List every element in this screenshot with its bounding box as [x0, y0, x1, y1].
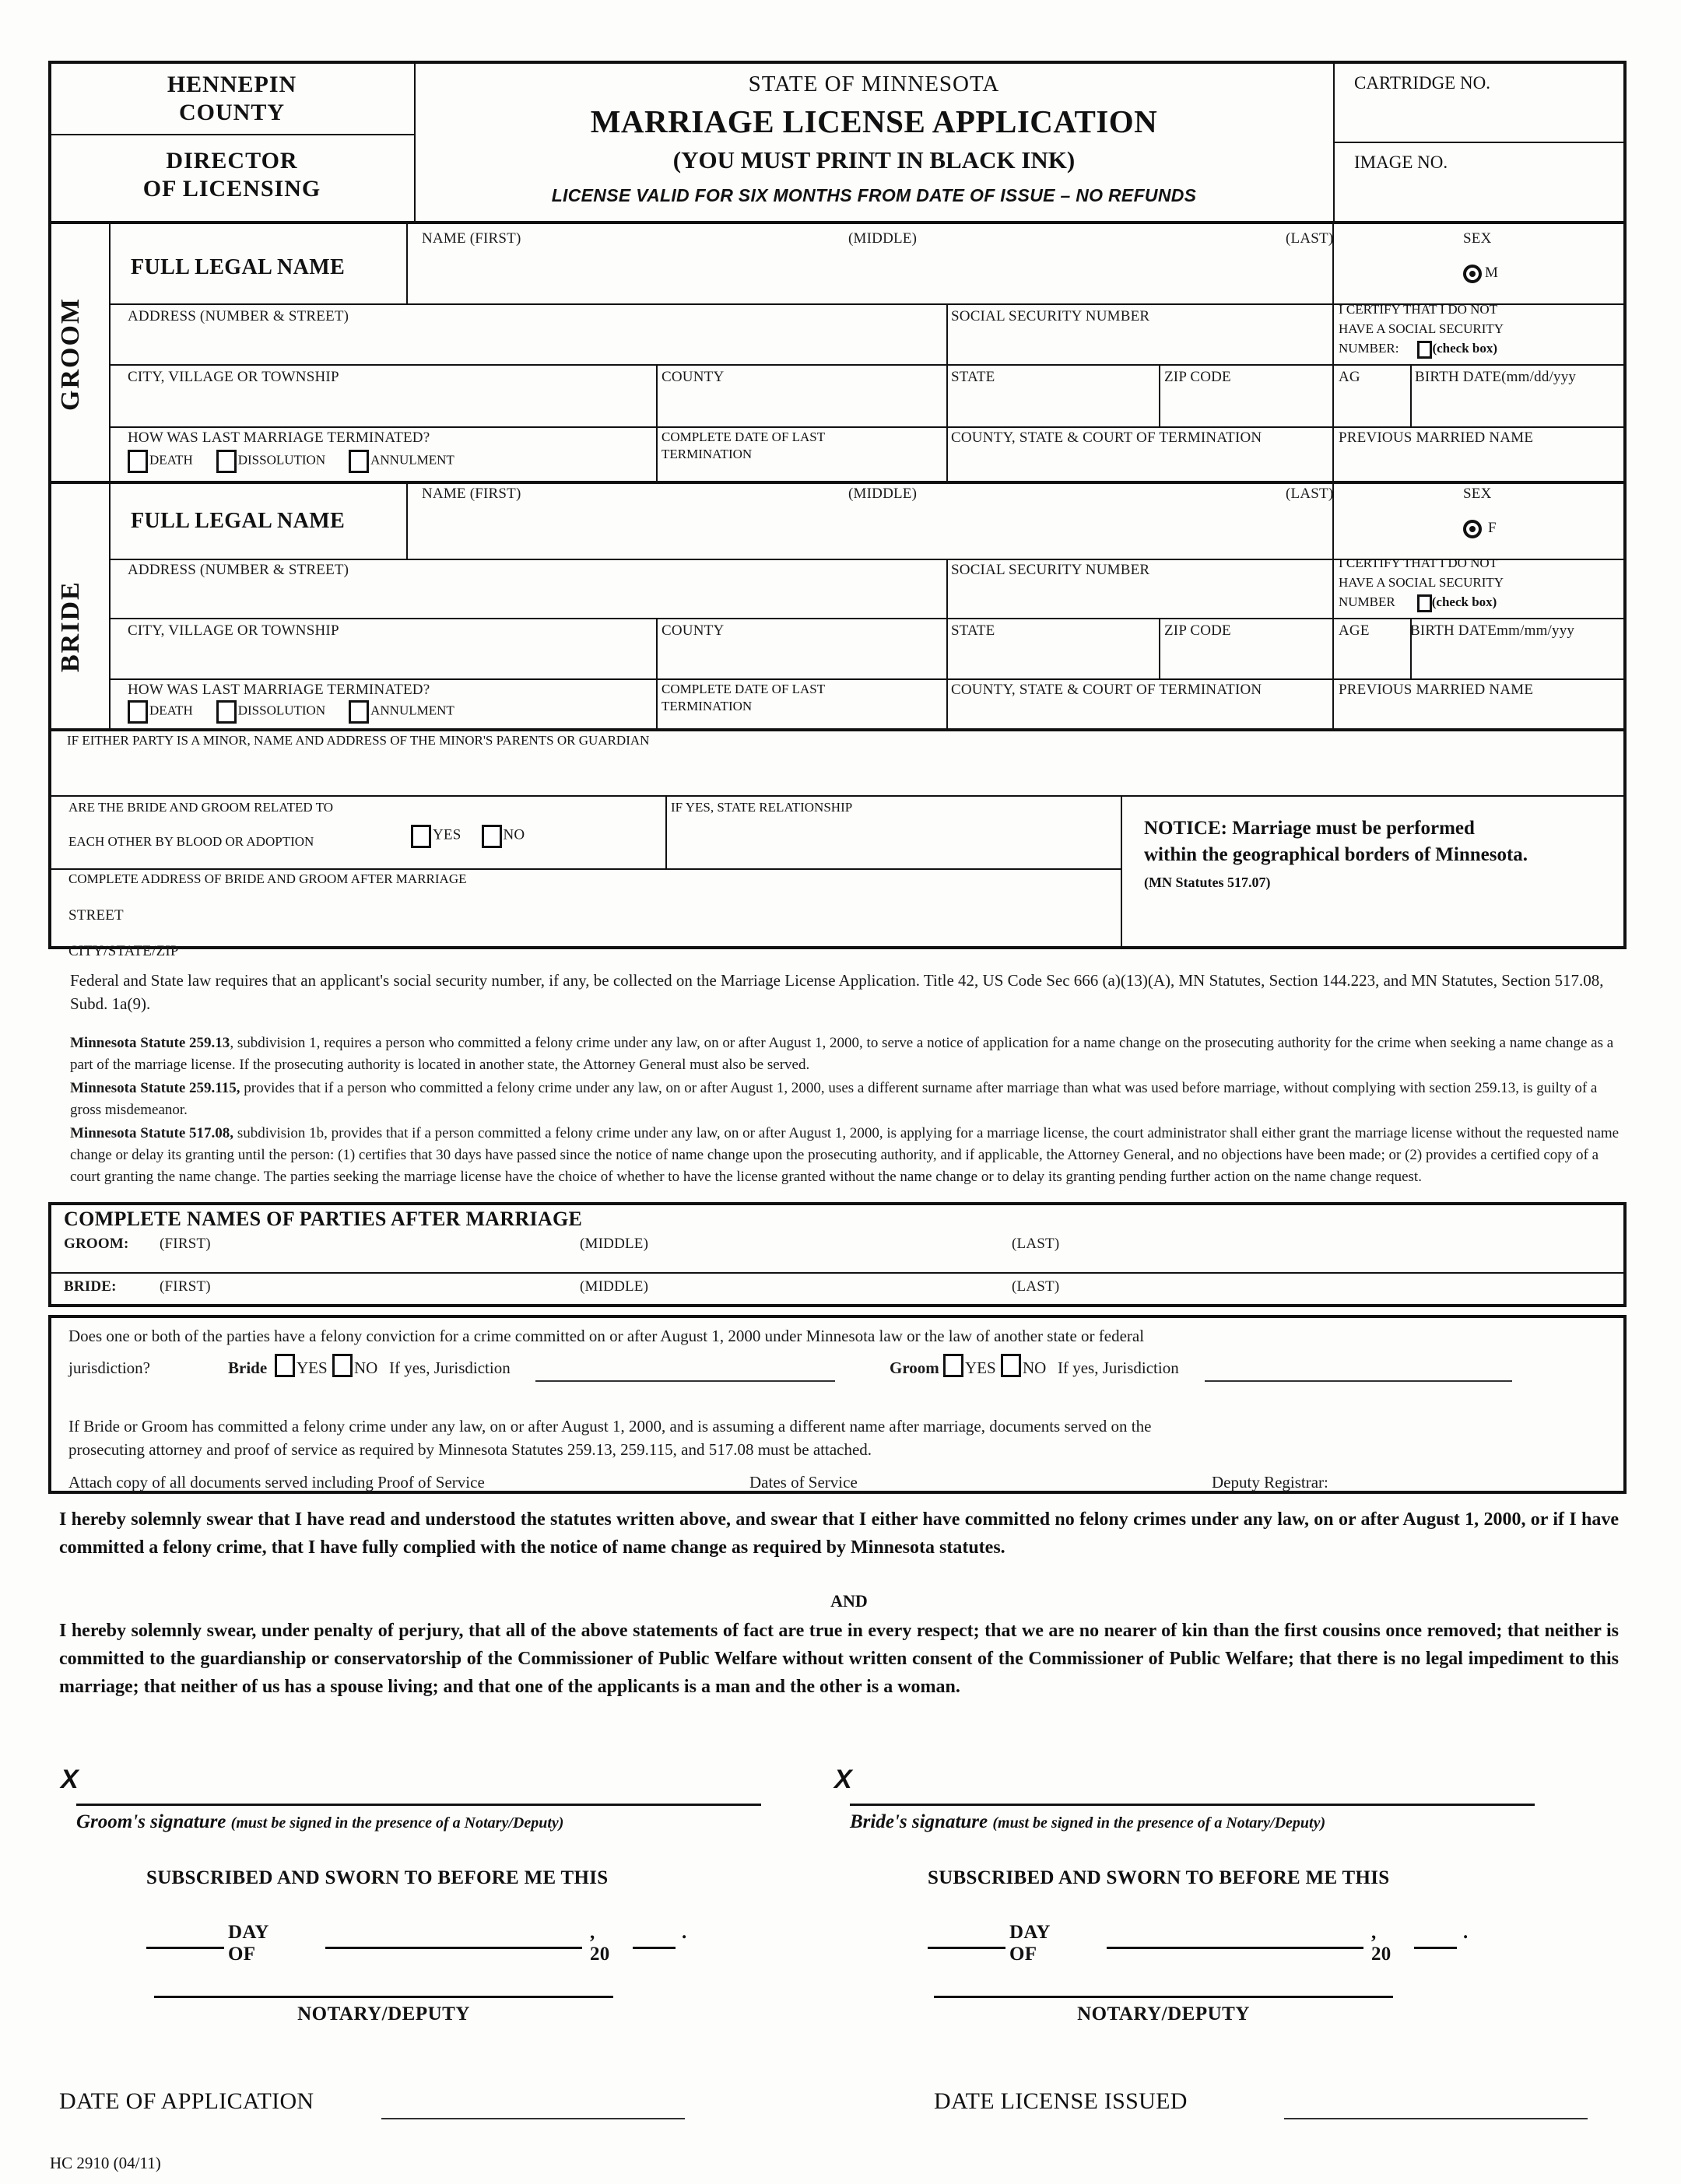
bride-sex-value: F — [1488, 520, 1497, 536]
groom-ssn-label: SOCIAL SECURITY NUMBER — [951, 308, 1150, 324]
sex-bullseye-icon — [1463, 265, 1482, 283]
groom-ssn-col-divider — [946, 303, 948, 366]
groom-term-date-line1: COMPLETE DATE OF LAST — [662, 429, 826, 444]
bride-state-zip-divider — [1159, 618, 1160, 680]
related-yes-checkbox[interactable] — [411, 825, 431, 848]
bride-dissolution-checkbox[interactable] — [216, 700, 237, 724]
bride-dissolution-label: DISSOLUTION — [237, 703, 326, 718]
groom-age-birth-divider — [1410, 364, 1412, 428]
groom-term-date-divider — [656, 426, 658, 482]
header-bottom-rule — [50, 221, 1625, 224]
groom-sex-label: SEX — [1463, 230, 1492, 247]
cartridge-no-label: CARTRIDGE NO. — [1354, 73, 1490, 93]
felony-bride-yes-label: YES — [297, 1358, 328, 1377]
bride-term-date-line2: TERMINATION — [662, 699, 753, 713]
groom-certify-col-divider — [1332, 303, 1334, 366]
statute-259-13-paragraph — [70, 1032, 1627, 1076]
groom-term-date-line2: TERMINATION — [662, 447, 753, 461]
notice-line2: within the geographical borders of Minnesota. — [1144, 844, 1528, 865]
after-names-groom-middle: (MIDDLE) — [580, 1236, 649, 1252]
statute-259-13-citation: Minnesota Statute 259.13 — [70, 1035, 230, 1051]
groom-day-blank[interactable] — [146, 1947, 224, 1949]
bride-no-ssn-checkbox[interactable] — [1417, 594, 1432, 612]
sex-bullseye-icon — [1463, 520, 1482, 538]
page-title: MARRIAGE LICENSE APPLICATION — [590, 103, 1158, 139]
groom-signature-caption-note: (must be signed in the presence of a Notary/Deputy) — [230, 1814, 564, 1832]
felony-bride-jurisdiction-line[interactable] — [535, 1380, 835, 1382]
felony-question-line2: jurisdiction? — [68, 1358, 150, 1377]
felony-bride-yes-checkbox[interactable] — [275, 1354, 295, 1377]
oath-and-label: AND — [830, 1591, 868, 1611]
groom-death-checkbox[interactable] — [128, 450, 148, 473]
bride-name-col-divider — [406, 482, 408, 560]
related-yes-no-group — [411, 825, 525, 848]
bride-term-date-divider — [656, 678, 658, 730]
groom-county-label: COUNTY — [662, 369, 725, 385]
cartridge-image-divider — [1333, 142, 1625, 143]
groom-side-divider — [109, 224, 111, 482]
date-of-application-label: DATE OF APPLICATION — [59, 2088, 314, 2114]
bride-signature-caption-note: (must be signed in the presence of a Notary/Deputy) — [992, 1814, 1326, 1832]
felony-groom-jurisdiction-label: If yes, Jurisdiction — [1058, 1358, 1179, 1377]
bride-signature-caption-bold: Bride's signature — [850, 1811, 988, 1832]
page-subtitle: (YOU MUST PRINT IN BLACK INK) — [672, 146, 1076, 174]
bride-name-first-label: NAME (FIRST) — [422, 486, 521, 502]
groom-termination-checkboxes — [128, 450, 454, 473]
bride-sex-marker — [1463, 520, 1497, 538]
if-yes-relationship-label: IF YES, STATE RELATIONSHIP — [671, 800, 853, 815]
bride-prev-married-name-label: PREVIOUS MARRIED NAME — [1339, 682, 1534, 698]
statute-259-115-text: provides that if a person who committed a felony crime under any law, on or after August 1, 2000, uses a different surname after marriage than what was used before marriage, without complying with section 259.13, is guilty of a gross misdemeanor. — [70, 1080, 1598, 1118]
form-number: HC 2910 (04/11) — [50, 2154, 161, 2172]
bride-signature-x-mark: X — [834, 1765, 852, 1794]
felony-note-line1: If Bride or Groom has committed a felony crime under any law, on or after August 1, 2000, and is assuming a different name after marriage, documents served on the — [68, 1417, 1152, 1436]
groom-notary-line[interactable] — [154, 1996, 613, 1998]
related-no-checkbox[interactable] — [482, 825, 502, 848]
felony-bride-no-checkbox[interactable] — [332, 1354, 353, 1377]
bride-sex-label: SEX — [1463, 486, 1492, 502]
bride-name-middle-label: (MIDDLE) — [848, 486, 918, 502]
bride-state-label: STATE — [951, 622, 995, 639]
bride-ssn-col-divider — [946, 559, 948, 619]
related-row-bottom — [50, 868, 1121, 870]
groom-death-label: DEATH — [149, 452, 193, 468]
felony-groom-label: Groom — [890, 1358, 939, 1377]
bride-age-label: AGE — [1339, 622, 1370, 639]
bride-certify-line2: HAVE A SOCIAL SECURITY — [1339, 575, 1504, 590]
groom-annulment-checkbox[interactable] — [349, 450, 369, 473]
statute-517-08-paragraph — [70, 1123, 1627, 1188]
statute-259-115-paragraph — [70, 1078, 1627, 1121]
groom-signature-caption-bold: Groom's signature — [76, 1811, 226, 1832]
groom-sworn-label: SUBSCRIBED AND SWORN TO BEFORE ME THIS — [146, 1867, 609, 1888]
groom-state-label: STATE — [951, 369, 995, 385]
after-names-groom-last: (LAST) — [1012, 1236, 1060, 1252]
felony-attach-label: Attach copy of all documents served including Proof of Service — [68, 1473, 485, 1492]
bride-annulment-label: ANNULMENT — [370, 703, 454, 718]
notice-head: NOTICE: — [1144, 818, 1227, 839]
groom-certify-line1: I CERTIFY THAT I DO NOT — [1339, 302, 1498, 317]
related-relationship-divider — [665, 795, 667, 870]
after-names-groom-label: GROOM: — [64, 1236, 129, 1252]
related-question-line1: ARE THE BRIDE AND GROOM RELATED TO — [68, 800, 334, 815]
bride-month-blank[interactable] — [1107, 1947, 1363, 1949]
groom-signature-x-mark: X — [61, 1765, 79, 1794]
date-license-issued-label: DATE LICENSE ISSUED — [934, 2088, 1188, 2114]
bride-notary-line[interactable] — [934, 1996, 1393, 1998]
bride-row3-bottom — [109, 678, 1625, 680]
groom-city-label: CITY, VILLAGE OR TOWNSHIP — [128, 369, 339, 385]
groom-city-county-divider — [656, 364, 658, 428]
groom-signature-caption — [76, 1811, 563, 1833]
felony-bride-label: Bride — [228, 1358, 268, 1377]
date-license-issued-line[interactable] — [1284, 2118, 1588, 2119]
groom-court-of-term-label: COUNTY, STATE & COURT OF TERMINATION — [951, 429, 1262, 446]
bride-death-checkbox[interactable] — [128, 700, 148, 724]
bride-signature-caption — [850, 1811, 1325, 1833]
bride-year-prefix: , 20 — [1371, 1922, 1391, 1965]
bride-ssn-label: SOCIAL SECURITY NUMBER — [951, 562, 1150, 578]
felony-bride-jurisdiction-label: If yes, Jurisdiction — [389, 1358, 511, 1377]
bride-death-label: DEATH — [149, 703, 193, 718]
bride-year-suffix: . — [1463, 1922, 1469, 1943]
felony-groom-no-checkbox[interactable] — [1001, 1354, 1021, 1377]
after-names-bride-last: (LAST) — [1012, 1278, 1060, 1295]
groom-sex-marker — [1463, 265, 1498, 283]
bride-court-of-term-label: COUNTY, STATE & COURT OF TERMINATION — [951, 682, 1262, 698]
related-question-line2: EACH OTHER BY BLOOD OR ADOPTION — [68, 834, 314, 849]
bride-notary-label: NOTARY/DEPUTY — [1077, 2003, 1250, 2024]
county-director-divider — [50, 134, 414, 135]
bride-terminated-label: HOW WAS LAST MARRIAGE TERMINATED? — [128, 682, 430, 698]
groom-prev-name-divider — [1332, 426, 1334, 482]
bride-full-legal-name-label: FULL LEGAL NAME — [131, 509, 346, 533]
felony-groom-yes-checkbox[interactable] — [943, 1354, 963, 1377]
groom-row2-bottom — [109, 364, 1625, 366]
groom-certify-line3: NUMBER: — [1339, 341, 1399, 356]
groom-dissolution-label: DISSOLUTION — [237, 452, 326, 468]
felony-bride-no-label: NO — [354, 1358, 378, 1377]
groom-annulment-label: ANNULMENT — [370, 452, 454, 468]
minor-parents-label: IF EITHER PARTY IS A MINOR, NAME AND ADDRESS OF THE MINOR'S PARENTS OR GUARDIAN — [67, 733, 650, 748]
bride-prev-name-divider — [1332, 678, 1334, 730]
federal-law-paragraph: Federal and State law requires that an applicant's social security number, if any, be collected on the Marriage License Application. Title 42, US Code Sec 666 (a)(13)(A), MN Statutes, Section 144.223, and MN Statutes, Section 517.08, Subd. 1a(9). — [70, 971, 1604, 1013]
statute-259-115-citation: Minnesota Statute 259.115, — [70, 1080, 240, 1096]
notice-line1: Marriage must be performed — [1232, 818, 1475, 839]
after-names-bride-label: BRIDE: — [64, 1278, 117, 1295]
bride-birthdate-label: BIRTH DATEmm/mm/yyy — [1410, 622, 1575, 639]
bride-termination-checkboxes — [128, 700, 454, 724]
after-names-groom-bride-divider — [50, 1272, 1625, 1274]
bride-term-date-line1: COMPLETE DATE OF LAST — [662, 682, 826, 696]
groom-signature-line[interactable] — [76, 1804, 761, 1806]
felony-deputy-registrar-label: Deputy Registrar: — [1212, 1473, 1328, 1492]
groom-name-middle-label: (MIDDLE) — [848, 230, 918, 247]
county-name-line1: HENNEPIN — [167, 72, 297, 97]
felony-groom-jurisdiction-line[interactable] — [1205, 1380, 1512, 1382]
after-names-groom-first: (FIRST) — [160, 1236, 211, 1252]
groom-name-first-label: NAME (FIRST) — [422, 230, 521, 247]
bride-check-box-note: (check box) — [1431, 594, 1497, 610]
bride-day-of-label: DAY OF — [1009, 1922, 1050, 1965]
county-name-line2: COUNTY — [178, 100, 285, 125]
groom-sex-value: M — [1485, 265, 1499, 281]
validity-note: LICENSE VALID FOR SIX MONTHS FROM DATE OF ISSUE – NO REFUNDS — [551, 185, 1197, 205]
felony-note-line2: prosecuting attorney and proof of service as required by Minnesota Statutes 259.13, 259.115, and 517.08 must be attached. — [68, 1440, 872, 1459]
notice-block — [1144, 815, 1611, 896]
groom-age-label: AG — [1339, 369, 1360, 385]
groom-prev-married-name-label: PREVIOUS MARRIED NAME — [1339, 429, 1534, 446]
bride-city-county-divider — [656, 618, 658, 680]
groom-zip-label: ZIP CODE — [1164, 369, 1231, 385]
after-names-title: COMPLETE NAMES OF PARTIES AFTER MARRIAGE — [64, 1208, 583, 1230]
groom-address-label: ADDRESS (NUMBER & STREET) — [128, 308, 349, 324]
bride-term-court-divider — [946, 678, 948, 730]
bride-certify-line3-row — [1339, 594, 1497, 612]
bride-sworn-label: SUBSCRIBED AND SWORN TO BEFORE ME THIS — [928, 1867, 1390, 1888]
oath-paragraph-2: I hereby solemnly swear, under penalty of perjury, that all of the above statements of fact are true in every respect; that we are no nearer of kin than the first cousins once removed; that neither is committed to the guardianship or conservatorship of the Commissioner of Public Welfare without written consent of the Commissioner of Public Welfare; that there is no legal impediment to this marriage; that neither of us has a spouse living; and that one of the applicants is a man and the other is a woman. — [59, 1621, 1619, 1697]
groom-notary-label: NOTARY/DEPUTY — [297, 2003, 470, 2024]
image-no-label: IMAGE NO. — [1354, 152, 1448, 172]
after-marriage-city-state-zip-label: CITY/STATE/ZIP — [68, 943, 179, 959]
related-no-label: NO — [503, 826, 525, 843]
bride-zip-age-divider — [1332, 618, 1334, 680]
bride-annulment-checkbox[interactable] — [349, 700, 369, 724]
bride-year-blank[interactable] — [1414, 1947, 1457, 1949]
groom-check-box-note: (check box) — [1432, 341, 1498, 356]
bride-county-label: COUNTY — [662, 622, 725, 639]
groom-terminated-label: HOW WAS LAST MARRIAGE TERMINATED? — [128, 429, 430, 446]
director-line2: OF LICENSING — [142, 176, 321, 202]
groom-day-of-label: DAY OF — [228, 1922, 268, 1965]
groom-certify-line3-row — [1339, 341, 1497, 359]
after-marriage-address-label: COMPLETE ADDRESS OF BRIDE AND GROOM AFTER MARRIAGE — [68, 871, 467, 886]
statute-517-08-citation: Minnesota Statute 517.08, — [70, 1125, 234, 1141]
bride-block-bottom — [50, 728, 1625, 731]
groom-no-ssn-checkbox[interactable] — [1417, 341, 1432, 359]
groom-block-bottom — [50, 481, 1625, 484]
statute-517-08-text: subdivision 1b, provides that if a person committed a felony crime under any law, on or after August 1, 2000, is applying for a marriage license, the court administrator shall either grant the marriage license without the requested name change or delay its granting until the person: (1) certifies that 30 days have passed since the notice of name change upon the prosecuting authority, and if applicable, the Attorney General, and no objections have been made; or (2) provides a certified copy of a court granting the name change. The parties seeking the marriage license have the choice of whether to have the license granted without the name change or to delay its granting pending further action on the name change request. — [70, 1125, 1620, 1185]
groom-year-prefix: , 20 — [590, 1922, 610, 1965]
related-yes-label: YES — [433, 826, 461, 843]
groom-full-legal-name-label: FULL LEGAL NAME — [131, 255, 346, 279]
bride-certify-line1: I CERTIFY THAT I DO NOT — [1339, 556, 1498, 570]
groom-term-court-divider — [946, 426, 948, 482]
minor-row-bottom — [50, 795, 1625, 797]
notice-citation: (MN Statutes 517.07) — [1144, 875, 1271, 890]
state-of-minnesota: STATE OF MINNESOTA — [748, 72, 1000, 96]
groom-year-suffix: . — [682, 1922, 687, 1943]
bride-zip-label: ZIP CODE — [1164, 622, 1231, 639]
groom-county-state-divider — [946, 364, 948, 428]
after-marriage-street-label: STREET — [68, 907, 124, 924]
director-line1: DIRECTOR — [166, 148, 298, 174]
notice-left-divider — [1121, 795, 1122, 948]
bride-side-divider — [109, 482, 111, 730]
felony-groom-no-label: NO — [1023, 1358, 1047, 1377]
groom-state-zip-divider — [1159, 364, 1160, 428]
after-names-bride-first: (FIRST) — [160, 1278, 211, 1295]
date-of-application-line[interactable] — [381, 2118, 685, 2119]
groom-name-col-divider — [406, 224, 408, 305]
bride-day-blank[interactable] — [928, 1947, 1005, 1949]
groom-month-blank[interactable] — [325, 1947, 582, 1949]
bride-city-label: CITY, VILLAGE OR TOWNSHIP — [128, 622, 339, 639]
bride-county-state-divider — [946, 618, 948, 680]
bride-certify-col-divider — [1332, 559, 1334, 619]
groom-zip-age-divider — [1332, 364, 1334, 428]
bride-row2-bottom — [109, 618, 1625, 619]
groom-birthdate-label: BIRTH DATE(mm/dd/yyy — [1415, 369, 1577, 385]
oath-paragraph-1: I hereby solemnly swear that I have read and understood the statutes written above, and swear that I either have committed no felony crimes under any law, on or after August 1, 2000, or if I have committed a felony crime, that I have fully complied with the notice of name change as required by Minnesota statutes. — [59, 1509, 1619, 1558]
groom-dissolution-checkbox[interactable] — [216, 450, 237, 473]
groom-row3-bottom — [109, 426, 1625, 428]
bride-side-label: BRIDE — [56, 580, 85, 672]
bride-name-last-label: (LAST) — [1286, 486, 1334, 502]
bride-signature-line[interactable] — [850, 1804, 1535, 1806]
groom-certify-line2: HAVE A SOCIAL SECURITY — [1339, 321, 1504, 336]
groom-name-last-label: (LAST) — [1286, 230, 1334, 247]
felony-question-line1: Does one or both of the parties have a felony conviction for a crime committed on or after August 1, 2000 under Minnesota law or the law of another state or federal — [68, 1327, 1145, 1345]
groom-year-blank[interactable] — [633, 1947, 676, 1949]
after-names-bride-middle: (MIDDLE) — [580, 1278, 649, 1295]
felony-dates-of-service-label: Dates of Service — [749, 1473, 858, 1492]
bride-address-label: ADDRESS (NUMBER & STREET) — [128, 562, 349, 578]
statute-259-13-text: , subdivision 1, requires a person who committed a felony crime under any law, on or after August 1, 2000, to serve a notice of application for a name change on the prosecuting authority for the crime when seeking a name change as a part of the marriage license. If the prosecuting authority is located in another state, the Attorney General must also be served. — [70, 1035, 1614, 1073]
bride-certify-line3: NUMBER — [1339, 594, 1395, 610]
groom-side-label: GROOM — [56, 297, 85, 411]
felony-groom-yes-label: YES — [965, 1358, 996, 1377]
